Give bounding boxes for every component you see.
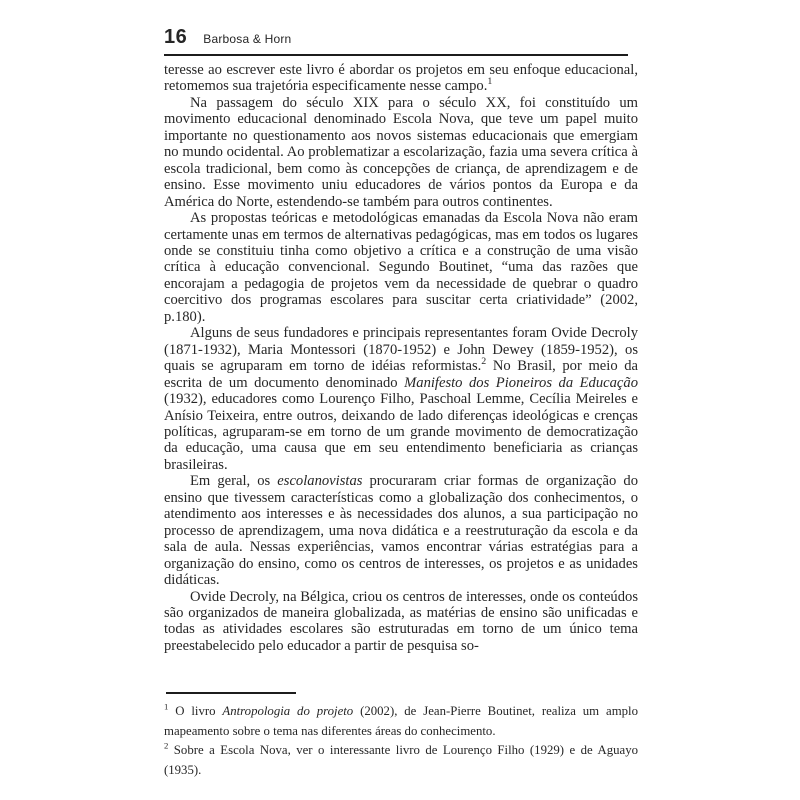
text-run: Sobre a Escola Nova, ver o interessante livro de Lourenço Filho (1929) e de Aguayo (1935). (164, 743, 638, 777)
body-paragraph (164, 95, 638, 210)
text-run: procuraram criar formas de organização do ensino que tivessem características como a globalização dos conhecimentos, o atendimento aos interesses e às necessidades dos alunos, a sua participação no processo de aprendizagem, uma nova didática e a reestruturação da escola e da sala de aula. Nessas experiências, vamos encontrar várias estratégias para a organização do ensino, como os centros de interesses, os projetos e as unidades didáticas. (164, 473, 638, 589)
body-paragraph (164, 473, 638, 588)
text-run: Na passagem do século XIX para o século XX, foi constituído um movimento educacional denominado Escola Nova, que teve um papel muito importante no questionamento aos novos sistemas educacionais que emergiam no mundo ocidental. Ao problematizar a escolarização, fazia uma severa crítica à escola tradicional, bem como às concepções de criança, de aprendizagem e de ensino. Esse movimento uniu educadores de vários pontos da Europa e da América do Norte, estendendo-se também para outros continentes. (164, 94, 638, 210)
footnote-marker: 1 (164, 701, 169, 712)
text-run: Ovide Decroly, na Bélgica, criou os centros de interesses, onde os conteúdos são organizados de maneira globalizada, as matérias de ensino são unificadas e todas as atividades escolares são estruturadas em torno de um único tema preestabelecido pelo educador a partir de pesquisa so- (164, 588, 638, 654)
text-run: As propostas teóricas e metodológicas emanadas da Escola Nova não eram certamente unas em termos de alternativas pedagógicas, mas em todos os lugares onde se constituiu tinha como objetivo a crítica e a construção de uma visão crítica à educação convencional. Segundo Boutinet, “uma das razões que encorajam a pedagogia de projetos vem da necessidade de quebrar o quadro coercitivo dos programas escolares para suscitar certa criatividade” (2002, p.180). (164, 210, 638, 325)
body-paragraph (164, 62, 638, 95)
running-head-authors: Barbosa & Horn (203, 32, 292, 46)
footnote-marker: 1 (487, 76, 493, 88)
footnotes (164, 702, 638, 780)
text-run: Manifesto dos Pioneiros da Educação (404, 374, 638, 391)
text-run: Antropologia do projeto (222, 704, 354, 718)
body-paragraph (164, 210, 638, 325)
page-number: 16 (164, 26, 188, 48)
footnote (164, 741, 638, 780)
text-run: (1932), educadores como Lourenço Filho, Paschoal Lemme, Cecília Meireles e Anísio Teixeira, entre outros, deixando de lado diferenças ideológicas e crenças políticas, agruparam-se em torno de um grande movimento de democratização da educação, uma causa que em seu entendimento beneficiaria as crianças brasileiras. (164, 391, 638, 473)
running-header (164, 26, 628, 56)
text-run: O livro (168, 704, 223, 718)
body-paragraph (164, 325, 638, 473)
footnote-marker: 2 (164, 740, 169, 751)
text-run: (2002), de Jean-Pierre Boutinet, realiza um amplo mapeamento sobre o tema nas diferentes áreas do conhecimento. (164, 704, 638, 738)
footnote (164, 702, 638, 741)
text-run: teresse ao escrever este livro é abordar os projetos em seu enfoque educacional, retomemos sua trajetória especificamente nesse campo. (164, 62, 638, 95)
footnote-separator-rule (166, 692, 296, 694)
text-run: escolanovistas (277, 473, 363, 490)
text-run: Alguns de seus fundadores e principais representantes foram Ovide Decroly (1871-1932), Maria Montessori (1870-1952) e John Dewey (1859-1952), os quais se agruparam em torno de idéias reformistas. (164, 325, 638, 375)
text-run: Em geral, os (190, 473, 278, 490)
body-paragraph (164, 589, 638, 655)
body-text (164, 62, 638, 654)
text-run: No Brasil, por meio da escrita de um documento denominado (164, 358, 638, 391)
footnote-marker: 2 (481, 356, 487, 368)
